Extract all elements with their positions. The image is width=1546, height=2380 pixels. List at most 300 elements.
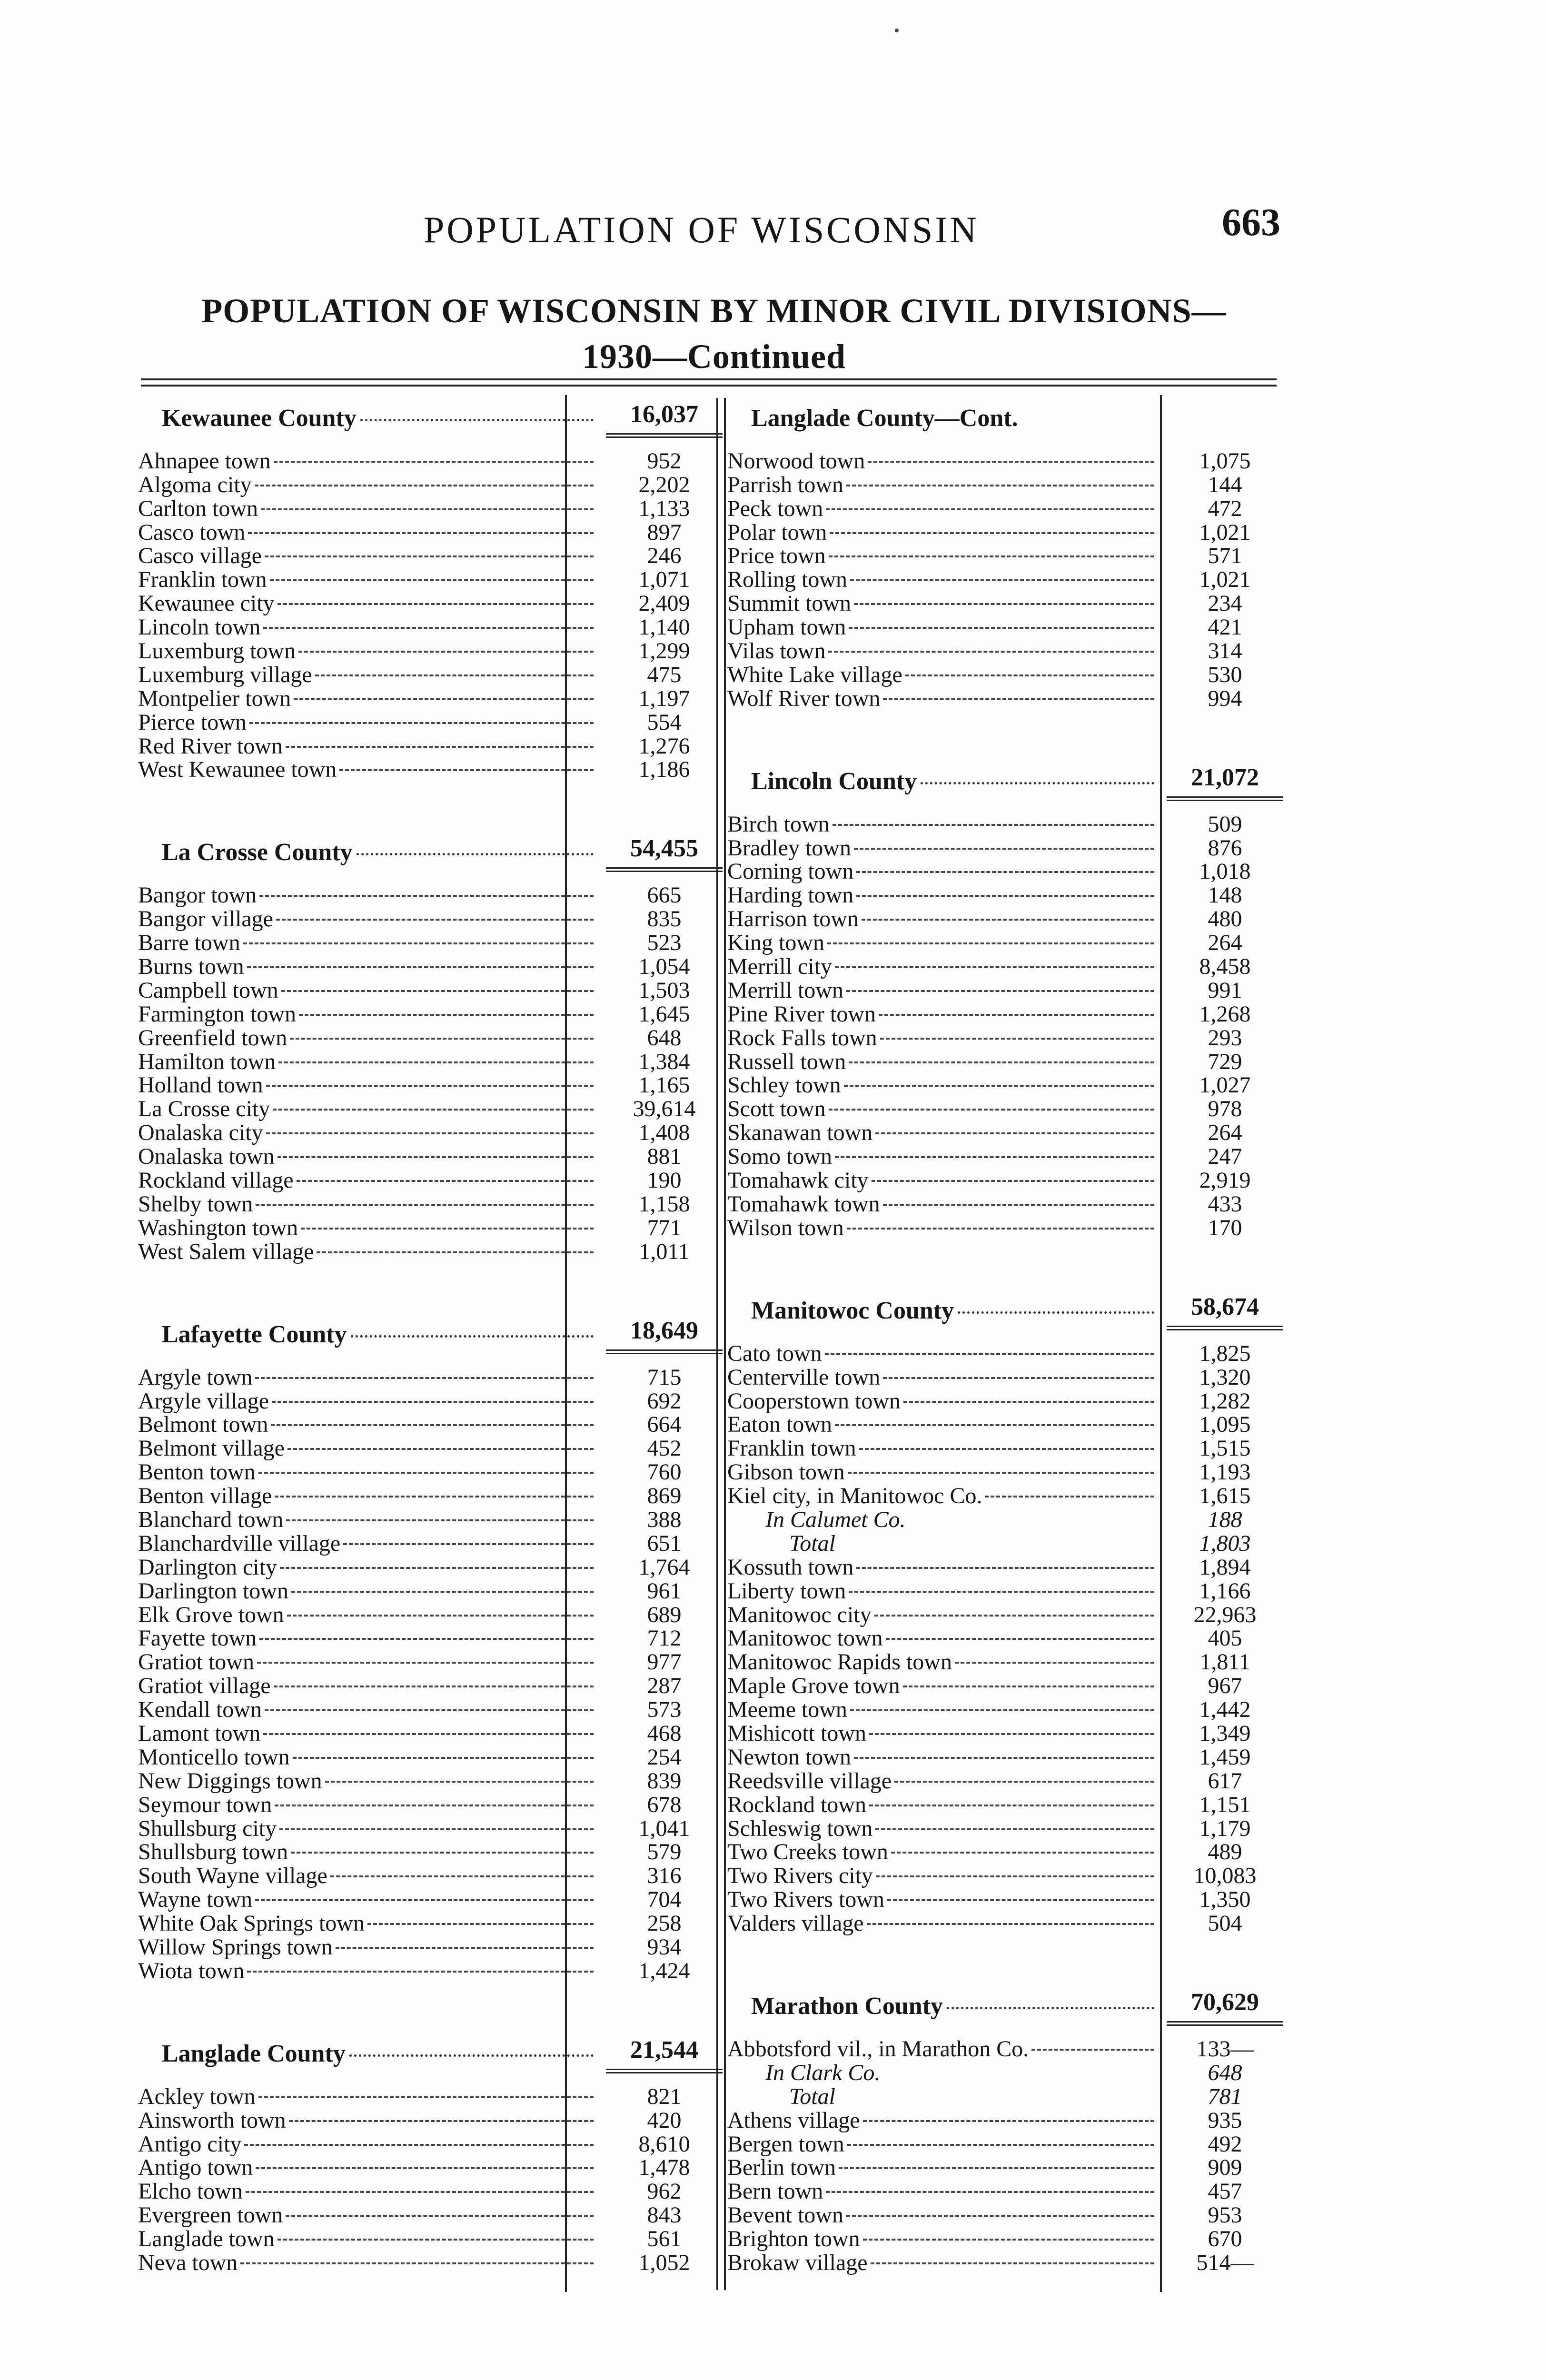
division-label xyxy=(727,1626,1167,1650)
division-label xyxy=(138,1216,606,1240)
division-name: Rockland town xyxy=(727,1793,866,1817)
division-label xyxy=(138,1722,606,1745)
dash-leader xyxy=(863,2120,1154,2122)
division-name: Mishicott town xyxy=(727,1721,867,1745)
table-row xyxy=(138,521,723,545)
population-value: 670 xyxy=(1208,2226,1242,2252)
county-section xyxy=(727,758,1283,1240)
division-label xyxy=(727,1073,1167,1097)
division-name: Schleswig town xyxy=(727,1816,873,1841)
population-value: 1,615 xyxy=(1199,1483,1251,1509)
division-label xyxy=(727,2203,1167,2227)
dash-leader xyxy=(270,579,594,581)
division-name: Casco town xyxy=(138,520,246,545)
dash-leader xyxy=(273,1109,594,1111)
dash-leader xyxy=(830,532,1154,534)
division-name: Two Rivers city xyxy=(727,1864,873,1888)
division-label xyxy=(138,2227,606,2251)
division-label xyxy=(727,1389,1167,1413)
dash-leader xyxy=(339,769,594,771)
dash-leader xyxy=(905,674,1154,676)
county-heading xyxy=(727,395,1283,438)
division-label xyxy=(727,497,1167,521)
division-name: Two Creeks town xyxy=(727,1840,888,1864)
division-label xyxy=(138,734,606,758)
division-label xyxy=(727,1888,1167,1912)
county-section xyxy=(727,1983,1283,2275)
table-row xyxy=(138,1650,723,1674)
dash-leader xyxy=(255,1899,594,1901)
population-value: 648 xyxy=(647,1025,682,1051)
division-label xyxy=(727,2085,1167,2109)
division-label xyxy=(138,883,606,907)
division-name: Abbotsford vil., in Marathon Co. xyxy=(727,2037,1029,2061)
division-name: Vilas town xyxy=(727,639,826,664)
table-row xyxy=(138,1935,723,1959)
dash-leader xyxy=(847,1228,1154,1230)
population-value: 39,614 xyxy=(633,1096,696,1122)
table-row xyxy=(138,883,723,907)
division-name: Tomahawk city xyxy=(727,1169,869,1193)
population-value: 1,350 xyxy=(1199,1887,1251,1913)
division-label xyxy=(727,1745,1167,1769)
dash-leader xyxy=(272,1401,594,1403)
population-value: 689 xyxy=(647,1602,682,1627)
table-row xyxy=(138,2156,723,2180)
dash-leader xyxy=(880,1038,1154,1040)
county-total: 21,544 xyxy=(606,2036,723,2073)
population-value: 1,041 xyxy=(638,1815,690,1841)
table-row xyxy=(727,1508,1283,1532)
table-row xyxy=(727,639,1283,663)
county-name xyxy=(138,404,606,438)
table-row xyxy=(727,2156,1283,2180)
division-name: Casco village xyxy=(138,544,262,568)
population-value: 489 xyxy=(1208,1839,1242,1865)
division-name: Manitowoc Rapids town xyxy=(727,1650,952,1675)
dash-leader xyxy=(289,2120,594,2122)
dash-leader xyxy=(286,2215,594,2217)
table-row xyxy=(138,687,723,711)
division-name: Shelby town xyxy=(138,1192,253,1216)
section-gap xyxy=(138,782,723,829)
dash-leader xyxy=(887,1899,1154,1901)
population-value: 1,021 xyxy=(1199,519,1251,545)
population-value: 509 xyxy=(1208,811,1242,837)
dash-leader xyxy=(868,461,1154,463)
table-row xyxy=(727,497,1283,521)
division-list xyxy=(727,2037,1283,2275)
division-label xyxy=(138,1840,606,1864)
division-name: West Salem village xyxy=(138,1240,314,1264)
division-name: Manitowoc city xyxy=(727,1603,872,1627)
population-value: 571 xyxy=(1208,543,1242,569)
county-heading xyxy=(138,829,723,872)
county-name-text: Manitowoc County xyxy=(751,1297,954,1324)
division-name: Rock Falls town xyxy=(727,1026,877,1050)
division-name: Kendall town xyxy=(138,1698,262,1722)
dash-leader xyxy=(257,1662,594,1664)
table-row xyxy=(727,1366,1283,1389)
dash-leader xyxy=(1031,2049,1154,2051)
division-name: Ahnapee town xyxy=(138,449,271,473)
table-row xyxy=(727,1888,1283,1912)
division-name: Shullsburg town xyxy=(138,1840,288,1864)
division-label xyxy=(138,1508,606,1532)
table-row xyxy=(138,1508,723,1532)
dash-leader xyxy=(367,1923,594,1925)
division-label xyxy=(727,1674,1167,1698)
population-value: 1,186 xyxy=(638,757,690,783)
dash-leader xyxy=(301,1228,594,1230)
population-value: 247 xyxy=(1208,1144,1242,1170)
division-label xyxy=(727,813,1167,836)
division-label xyxy=(138,2180,606,2203)
dash-leader xyxy=(240,2262,594,2264)
table-row xyxy=(727,521,1283,545)
division-label xyxy=(727,1366,1167,1389)
division-label xyxy=(138,1817,606,1841)
division-label xyxy=(727,1026,1167,1050)
population-value: 760 xyxy=(647,1459,682,1485)
division-name: Antigo town xyxy=(138,2156,253,2180)
dash-leader xyxy=(249,722,594,724)
division-name: Bangor village xyxy=(138,907,273,932)
county-section xyxy=(727,1288,1283,1935)
population-value: 967 xyxy=(1208,1673,1242,1699)
table-row xyxy=(138,1556,723,1579)
population-value: 1,282 xyxy=(1199,1388,1251,1414)
county-section xyxy=(138,2031,723,2275)
division-label xyxy=(138,1437,606,1460)
division-label xyxy=(727,1532,1167,1556)
table-row xyxy=(138,1532,723,1556)
dash-leader xyxy=(828,651,1154,653)
division-name: Norwood town xyxy=(727,449,865,473)
division-name: Wolf River town xyxy=(727,686,881,711)
table-row xyxy=(727,1437,1283,1460)
division-name: Merrill city xyxy=(727,955,832,979)
division-name: Price town xyxy=(727,544,826,568)
table-title-line-2: 1930—Continued xyxy=(582,337,846,376)
dash-leader xyxy=(874,1615,1154,1616)
county-name-text: Kewaunee County xyxy=(162,405,357,432)
population-value: 1,811 xyxy=(1199,1649,1250,1675)
table-row xyxy=(138,497,723,521)
dash-leader xyxy=(850,579,1154,581)
table-row xyxy=(727,449,1283,473)
table-row xyxy=(727,1698,1283,1722)
division-label xyxy=(138,1959,606,1983)
population-value: 293 xyxy=(1208,1025,1242,1051)
division-name: New Diggings town xyxy=(138,1769,322,1793)
division-name: Argyle village xyxy=(138,1389,269,1413)
division-name: Bangor town xyxy=(138,883,257,908)
dash-leader xyxy=(256,1204,594,1206)
division-list xyxy=(138,1366,723,1983)
table-row xyxy=(138,663,723,687)
division-name: Campbell town xyxy=(138,978,278,1002)
table-row xyxy=(727,1484,1283,1508)
population-value: 234 xyxy=(1208,591,1242,616)
division-name: Valders village xyxy=(727,1912,864,1936)
division-label xyxy=(727,2180,1167,2203)
division-label xyxy=(727,1722,1167,1745)
county-section xyxy=(138,1311,723,1983)
division-name: Bradley town xyxy=(727,836,851,860)
table-row xyxy=(138,2109,723,2132)
population-value: 1,054 xyxy=(638,954,690,980)
division-label xyxy=(138,1240,606,1264)
county-total: 54,455 xyxy=(606,834,723,872)
dash-leader xyxy=(850,1709,1154,1711)
table-row xyxy=(138,1793,723,1817)
division-name: Wilson town xyxy=(727,1216,844,1240)
table-row xyxy=(138,931,723,955)
population-value: 1,027 xyxy=(1199,1072,1251,1098)
table-row xyxy=(138,1074,723,1098)
table-row xyxy=(138,1437,723,1460)
table-row xyxy=(727,473,1283,497)
population-value: 22,963 xyxy=(1193,1602,1257,1627)
division-name: Burns town xyxy=(138,955,244,979)
dash-leader xyxy=(835,1424,1154,1426)
division-name: Two Rivers town xyxy=(727,1888,884,1912)
population-value: 188 xyxy=(1208,1507,1242,1532)
table-row xyxy=(138,1026,723,1050)
population-value: 573 xyxy=(647,1697,682,1723)
population-value: 472 xyxy=(1208,496,1242,521)
population-value: 405 xyxy=(1208,1626,1242,1651)
dash-leader xyxy=(875,1132,1154,1134)
division-label xyxy=(138,1912,606,1935)
division-list xyxy=(727,449,1283,711)
table-row xyxy=(727,907,1283,931)
division-label xyxy=(727,1912,1167,1935)
dash-leader xyxy=(886,1638,1154,1640)
table-row xyxy=(727,2037,1283,2061)
table-row xyxy=(138,568,723,592)
division-name: Holland town xyxy=(138,1073,263,1098)
population-value: 254 xyxy=(647,1744,682,1770)
dash-leader xyxy=(847,2144,1154,2146)
division-name: Corning town xyxy=(727,860,854,884)
population-value: 579 xyxy=(647,1839,682,1865)
population-value: 258 xyxy=(647,1911,682,1936)
population-value: 712 xyxy=(647,1626,682,1651)
dash-leader xyxy=(265,555,594,557)
division-label xyxy=(138,1674,606,1698)
division-name: Cooperstown town xyxy=(727,1389,901,1413)
division-label xyxy=(727,544,1167,568)
dash-leader xyxy=(825,1353,1154,1355)
column-divider-2 xyxy=(724,398,726,2290)
division-name: Gratiot town xyxy=(138,1650,254,1675)
division-label xyxy=(727,1169,1167,1192)
dash-leader xyxy=(844,1085,1154,1087)
division-name: Argyle town xyxy=(138,1365,253,1389)
dash-leader xyxy=(277,2239,594,2241)
population-value: 1,299 xyxy=(638,638,690,664)
division-label xyxy=(727,1121,1167,1145)
table-row xyxy=(727,2251,1283,2275)
table-row xyxy=(727,1769,1283,1793)
table-row xyxy=(727,813,1283,836)
population-value: 1,140 xyxy=(638,615,690,640)
population-value: 961 xyxy=(647,1578,682,1604)
population-value: 2,919 xyxy=(1199,1168,1251,1193)
population-value: 475 xyxy=(647,662,682,687)
population-value: 1,424 xyxy=(638,1958,690,1983)
county-section xyxy=(138,829,723,1263)
division-label xyxy=(727,907,1167,931)
dash-leader xyxy=(291,1591,594,1593)
division-label xyxy=(138,2203,606,2227)
division-label xyxy=(727,1484,1167,1508)
population-value: 704 xyxy=(647,1887,682,1913)
division-label xyxy=(138,1073,606,1097)
division-name: Gibson town xyxy=(727,1460,845,1485)
table-row xyxy=(727,1627,1283,1651)
division-name: Washington town xyxy=(138,1216,298,1240)
dash-leader xyxy=(274,461,594,463)
dash-leader xyxy=(849,627,1154,629)
division-label xyxy=(138,1097,606,1121)
table-row xyxy=(138,1145,723,1169)
table-row xyxy=(138,1722,723,1745)
dash-leader xyxy=(336,1947,594,1949)
population-value: 1,011 xyxy=(639,1239,690,1264)
dash-leader xyxy=(859,1448,1154,1450)
dash-leader xyxy=(277,1156,594,1158)
division-name: Benton village xyxy=(138,1484,272,1508)
population-value: 246 xyxy=(647,543,682,569)
population-value: 843 xyxy=(647,2202,682,2228)
table-row xyxy=(138,955,723,979)
division-label xyxy=(138,497,606,521)
division-label xyxy=(138,758,606,782)
division-name: Montpelier town xyxy=(138,686,291,711)
dash-leader xyxy=(299,1014,594,1016)
table-row xyxy=(138,979,723,1002)
division-label xyxy=(727,1050,1167,1074)
table-row xyxy=(138,711,723,734)
dash-leader xyxy=(325,1781,594,1783)
division-name: Birch town xyxy=(727,812,830,836)
dash-leader xyxy=(839,2167,1154,2169)
table-row xyxy=(727,931,1283,955)
division-name: Upham town xyxy=(727,615,846,640)
division-label xyxy=(727,1145,1167,1169)
division-name: Evergreen town xyxy=(138,2203,283,2228)
population-value: 144 xyxy=(1208,472,1242,497)
table-row xyxy=(138,2251,723,2275)
population-value: 514— xyxy=(1196,2250,1254,2275)
division-label xyxy=(138,1579,606,1603)
table-row xyxy=(138,1627,723,1651)
division-name: Benton town xyxy=(138,1460,256,1485)
county-total: 18,649 xyxy=(606,1317,723,1354)
left-column xyxy=(138,395,723,2292)
division-label xyxy=(727,1216,1167,1240)
division-label xyxy=(727,2251,1167,2275)
table-row xyxy=(727,979,1283,1002)
dash-leader xyxy=(849,1591,1154,1593)
population-value: 523 xyxy=(647,930,682,956)
dash-leader xyxy=(846,2215,1154,2217)
population-value: 133— xyxy=(1196,2036,1254,2062)
table-row xyxy=(727,1413,1283,1437)
division-name: Berlin town xyxy=(727,2156,836,2180)
dash-leader xyxy=(297,1180,594,1182)
table-row xyxy=(727,1050,1283,1074)
dash-leader xyxy=(290,1038,594,1040)
population-value: 1,133 xyxy=(638,496,690,521)
division-label xyxy=(138,907,606,931)
division-name: Scott town xyxy=(727,1097,826,1121)
population-value: 8,610 xyxy=(638,2131,690,2157)
population-value: 715 xyxy=(647,1364,682,1390)
population-value: 1,803 xyxy=(1199,1530,1251,1556)
division-name: West Kewaunee town xyxy=(138,758,337,782)
table-row xyxy=(138,1674,723,1698)
division-label xyxy=(727,2037,1167,2061)
section-gap xyxy=(727,1935,1283,1983)
population-value: 1,478 xyxy=(638,2155,690,2181)
table-row xyxy=(727,1745,1283,1769)
table-row xyxy=(727,1603,1283,1627)
population-value: 1,825 xyxy=(1199,1340,1251,1366)
division-name: Polar town xyxy=(727,520,827,545)
division-label xyxy=(138,1192,606,1216)
speck-mark xyxy=(895,29,899,32)
division-label xyxy=(727,1840,1167,1864)
table-row xyxy=(727,1192,1283,1216)
division-name: Bergen town xyxy=(727,2132,844,2156)
population-value: 648 xyxy=(1208,2060,1242,2085)
dash-leader xyxy=(985,1496,1154,1497)
population-value: 664 xyxy=(647,1412,682,1438)
division-label xyxy=(138,1556,606,1579)
dash-leader xyxy=(293,1757,594,1759)
population-value: 170 xyxy=(1208,1215,1242,1240)
dash-leader xyxy=(883,1377,1154,1379)
dash-leader xyxy=(848,1472,1154,1474)
division-name: Greenfield town xyxy=(138,1026,287,1050)
dot-leader xyxy=(349,2054,594,2057)
table-row xyxy=(727,836,1283,860)
page-header xyxy=(138,200,1280,262)
division-name: Hamilton town xyxy=(138,1050,276,1074)
population-value: 1,158 xyxy=(638,1191,690,1217)
table-row xyxy=(727,1864,1283,1888)
division-label xyxy=(138,2132,606,2156)
division-name: Brokaw village xyxy=(727,2251,868,2275)
division-name: Carlton town xyxy=(138,496,258,521)
division-name: Elcho town xyxy=(138,2180,243,2204)
dash-leader xyxy=(256,2167,594,2169)
division-name: Wayne town xyxy=(138,1888,253,1912)
division-name: Tomahawk town xyxy=(727,1192,880,1216)
division-name: Harding town xyxy=(727,883,854,908)
division-name: Harrison town xyxy=(727,907,859,932)
division-name: Kossuth town xyxy=(727,1555,854,1579)
dash-leader xyxy=(872,1180,1154,1182)
population-value: 678 xyxy=(647,1792,682,1817)
division-label xyxy=(727,1097,1167,1121)
table-row xyxy=(727,1650,1283,1674)
section-gap xyxy=(138,1983,723,2031)
